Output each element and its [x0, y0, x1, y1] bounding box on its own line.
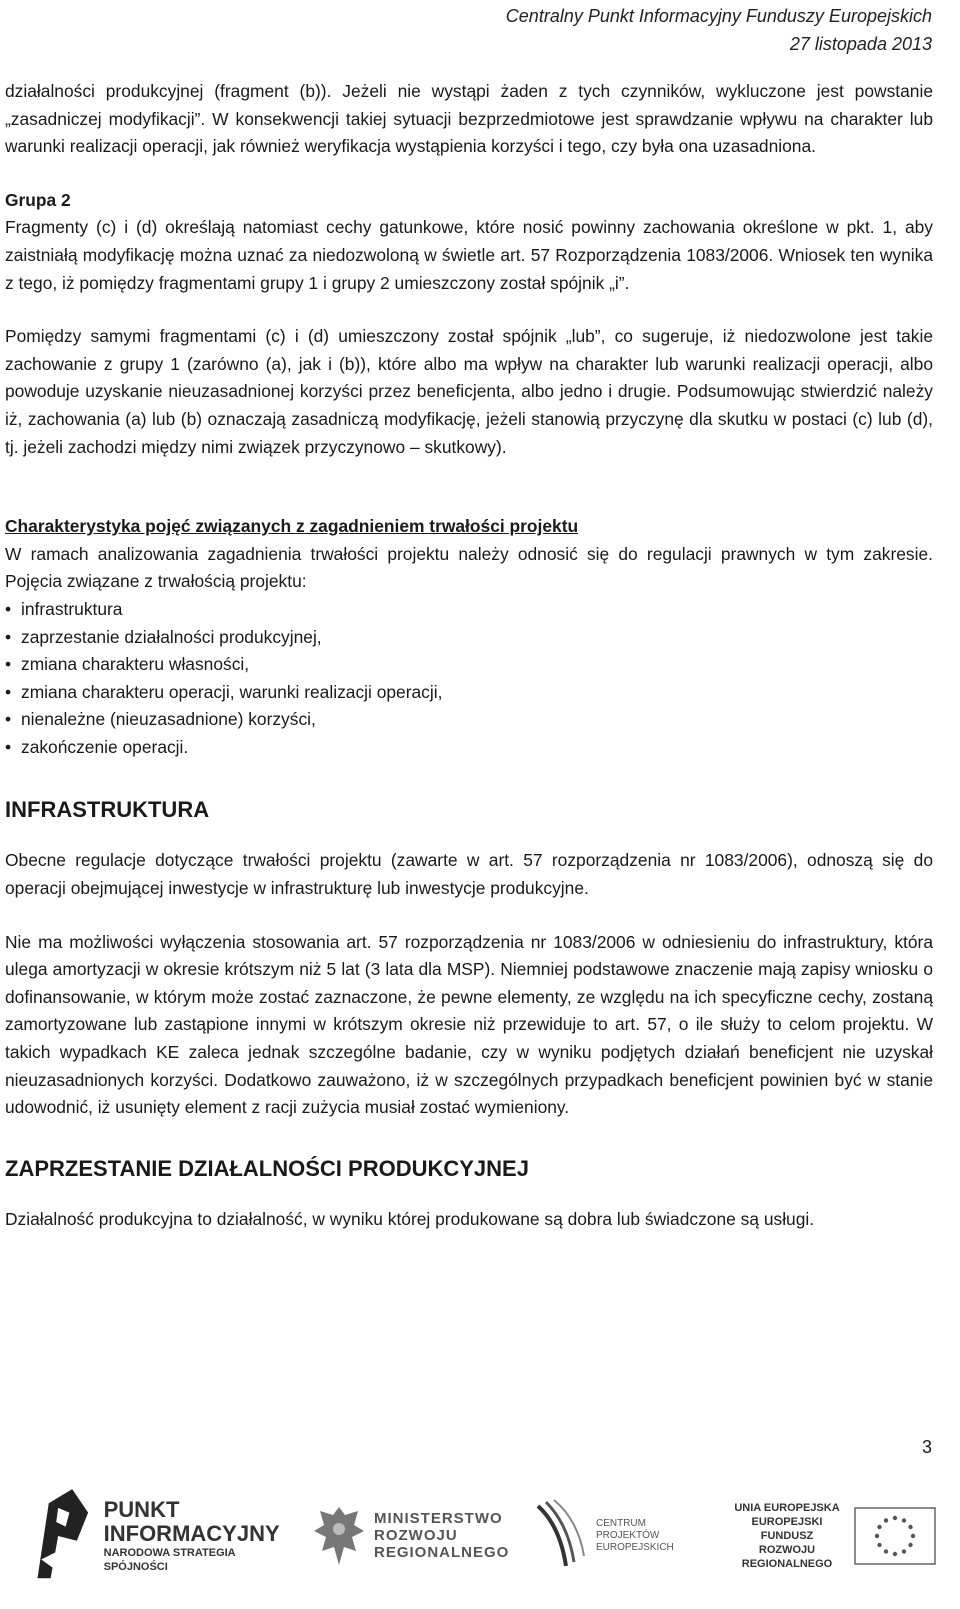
section-heading-grupa2: Grupa 2 — [5, 189, 71, 210]
ministerstwo-label: MINISTERSTWO — [374, 1510, 503, 1527]
ministerstwo-logo — [312, 1468, 512, 1603]
centrum-label: CENTRUM PROJEKTÓW — [595, 1517, 660, 1541]
efrr-label-1: EUROPEJSKI FUNDUSZ — [751, 1515, 823, 1542]
nss-label: NARODOWA STRATEGIA SPÓJNOŚCI — [103, 1546, 236, 1573]
list-item: • zaprzestanie działalności produkcyjnej, — [5, 624, 933, 652]
punkt-label: PUNKT — [103, 1496, 180, 1522]
paragraph: Nie ma możliwości wyłączenia stosowania art. 57 rozporządzenia nr 1083/2006 w odniesieniu do infrastruktury, która ulega amortyzacji w okresie krótszym niż 5 lat (3 lata dla MSP). Niemniej podstawowe znaczenie mają zapisy wniosku o dofinansowanie, w którym może zostać zaznaczone, że pewne elementy, ze względu na ich specyficzne cechy, zostaną zamortyzowane lub zastąpione innymi w krótszym okresie niż przewiduje to art. 57, o ile służy to celom projektu. W takich wypadkach KE zaleca jednak szczególne badanie, czy w wyniku podjętych działań beneficjent nie uzyskał nieuzasadnionych korzyści. Dodatkowo zauważono, iż w szczególnych przypadkach beneficjent powinien być w stanie udowodnić, iż usunięty element z racji zużycia musiał zostać wymieniony. — [5, 931, 933, 1118]
list-item: • zmiana charakteru operacji, warunki realizacji operacji, — [5, 679, 933, 707]
bullet-icon: • — [5, 626, 12, 647]
list-item: • zmiana charakteru własności, — [5, 651, 933, 679]
punkt-informacyjny-logo — [30, 1468, 290, 1603]
paragraph: W ramach analizowania zagadnienia trwałości projektu należy odnosić się do regulacji prawnych w tym zakresie. Pojęcia związane z trwałością projektu: — [5, 543, 933, 592]
page-number: 3 — [921, 1437, 932, 1457]
paragraph: działalności produkcyjnej (fragment (b)). Jeżeli nie wystąpi żaden z tych czynników, wykluczone jest powstanie „zasadniczej modyfikacji”. W konsekwencji takiej sytuacji bezprzedmiotowe jest sprawdzanie wpływu na charakter lub warunki realizacji operacji, jak również weryfikacja wystąpienia korzyści i tego, czy była ona uzasadniona. — [5, 81, 933, 157]
efrr-label-2: ROZWOJU REGIONALNEGO — [741, 1543, 833, 1570]
eu-flag-icon — [854, 1507, 936, 1565]
list-item: • zakończenie operacji. — [5, 734, 933, 762]
section-heading-infrastruktura: INFRASTRUKTURA — [5, 797, 210, 823]
punkt-informacyjny-emblem-icon — [30, 1481, 96, 1591]
paragraph: Fragmenty (c) i (d) określają natomiast cechy gatunkowe, które nosić powinny zachowania określone w pkt. 1, aby zaistniałą modyfikację można uznać za niedozwoloną w świetle art. 57 Rozporządzenia 1083/2006. Wniosek ten wynika z tego, iż pomiędzy fragmentami grupy 1 i grupy 2 umieszczony został spójnik „i”. — [5, 217, 933, 293]
paragraph: Obecne regulacje dotyczące trwałości projektu (zawarte w art. 57 rozporządzenia nr 1083/2006), odnoszą się do operacji obejmującej inwestycje w infrastrukturę lub inwestycje produkcyjne. — [5, 850, 933, 899]
header-date: 27 listopada 2013 — [789, 34, 932, 54]
page-header — [506, 2, 932, 58]
section-heading-charakterystyka: Charakterystyka pojęć związanych z zagadnieniem trwałości projektu — [5, 516, 579, 537]
bullet-icon: • — [5, 736, 12, 757]
unia-europejska-logo — [728, 1468, 948, 1603]
bullet-icon: • — [5, 709, 12, 730]
bullet-icon: • — [5, 681, 12, 702]
cpe-swoosh-icon — [532, 1496, 590, 1576]
regionalnego-label: REGIONALNEGO — [374, 1544, 510, 1561]
header-title: Centralny Punkt Informacyjny Funduszy Europejskich — [505, 6, 932, 26]
list-item: • infrastruktura — [5, 596, 933, 624]
paragraph: Pomiędzy samymi fragmentami (c) i (d) umieszczony został spójnik „lub”, co sugeruje, iż niedozwolone jest takie zachowanie z grupy 1 (zarówno (a), jak i (b)), które albo ma wpływ na charakter lub warunki realizacji operacji, albo powoduje uzyskanie nieuzasadnionej korzyści przez beneficjenta, albo jedno i drugie. Podsumowując stwierdzić należy iż, zachowania (a) lub (b) oznaczają zasadniczą modyfikację, jeżeli stanowią przyczynę dla skutku w postaci (c) lub (d), tj. jeżeli zachodzi między nimi związek przyczynowo – skutkowy). — [5, 326, 933, 457]
centrum-projektow-logo — [532, 1468, 712, 1603]
bullet-icon: • — [5, 654, 12, 675]
list-item: • nienależne (nieuzasadnione) korzyści, — [5, 706, 933, 734]
europejskich-label: EUROPEJSKICH — [595, 1541, 674, 1553]
informacyjny-label: INFORMACYJNY — [103, 1520, 280, 1546]
bullet-list — [5, 596, 933, 762]
rozwoju-label: ROZWOJU — [374, 1527, 458, 1544]
footer-logos — [0, 1468, 960, 1609]
ue-label: UNIA EUROPEJSKA — [734, 1501, 840, 1514]
document-body — [5, 78, 933, 1233]
paragraph: Działalność produkcyjna to działalność, w wyniku której produkowane są dobra lub świadczone są usługi. — [5, 1208, 815, 1229]
section-heading-zaprzestanie: ZAPRZESTANIE DZIAŁALNOŚCI PRODUKCYJNEJ — [5, 1155, 529, 1181]
bullet-icon: • — [5, 598, 12, 619]
eagle-emblem-icon — [312, 1503, 366, 1569]
